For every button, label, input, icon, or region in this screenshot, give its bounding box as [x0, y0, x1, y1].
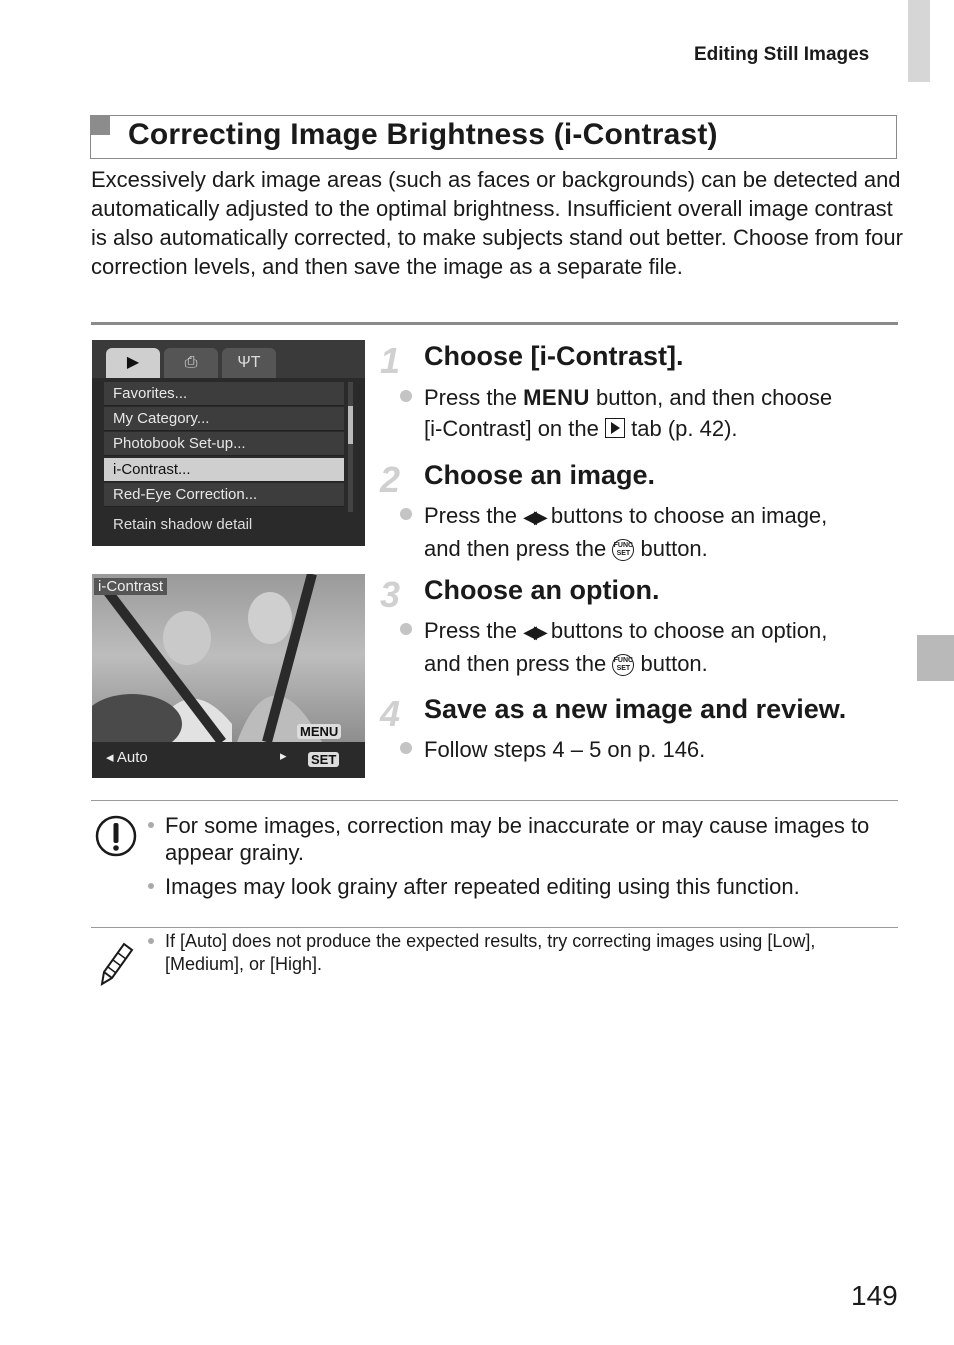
step-title: Choose an image.	[424, 460, 656, 490]
step-number: 4	[380, 693, 401, 734]
divider	[91, 927, 898, 928]
section-label: Editing Still Images	[694, 44, 870, 65]
menu-button-icon: MENU	[297, 724, 341, 739]
step-number: 1	[380, 340, 401, 381]
pencil-memo-icon	[96, 940, 136, 986]
step-description	[424, 500, 894, 564]
step-title: Save as a new image and review.	[424, 694, 847, 724]
camera-menu-item-selected: i-Contrast...	[104, 458, 344, 482]
step-title: Choose [i-Contrast].	[424, 341, 684, 371]
step-text-part: Press the	[424, 618, 517, 643]
func-set-button-icon: FUNC SET	[612, 654, 634, 676]
chapter-side-tab	[917, 635, 954, 681]
title-marker-icon	[90, 115, 110, 135]
camera-menu-item: Photobook Set-up...	[104, 432, 344, 456]
set-button-icon: SET	[308, 752, 339, 767]
left-right-arrows-icon: ◀▶	[523, 507, 545, 527]
bullet-icon	[148, 938, 154, 944]
step-text-part: tab (p. 42).	[631, 416, 738, 441]
camera-menu-screenshot	[92, 340, 365, 546]
camera-preview-screenshot	[92, 574, 365, 778]
step-description	[424, 382, 894, 444]
memo-item: If [Auto] does not produce the expected results, try correcting images using [Low], [Medium], or [High].	[165, 931, 816, 974]
caution-item: For some images, correction may be inaccurate or may cause images to appear grainy.	[165, 813, 870, 865]
step-text-part: button, and then choose	[595, 385, 833, 410]
step-number: 3	[380, 574, 401, 615]
step-text-part: Press the	[424, 385, 517, 410]
step-text-part: button.	[640, 536, 708, 561]
print-tab-icon: ⎙	[164, 348, 218, 378]
playback-tab-icon	[605, 418, 625, 438]
left-right-arrows-icon: ◀▶	[523, 622, 545, 642]
settings-tab-icon: ΨT	[222, 348, 276, 378]
intro-paragraph: Excessively dark image areas (such as faces or backgrounds) can be detected and automatically adjusted to the optimal brightness. Insufficient overall image contrast is also automatically corrected, to make subjects stand out better. Choose from four correction levels, and then save the image as a separate file.	[91, 167, 903, 279]
step-number: 2	[380, 459, 401, 500]
side-bar-top	[908, 0, 930, 82]
bullet-icon	[400, 508, 412, 520]
camera-scrollbar	[348, 382, 353, 512]
bullet-icon	[148, 883, 154, 889]
step-text-part: [i-Contrast] on the	[424, 416, 599, 441]
step-text-part: buttons to choose an image,	[550, 503, 828, 528]
preview-option-value: ◂ Auto	[106, 749, 148, 766]
bullet-icon	[400, 742, 412, 754]
caution-item: Images may look grainy after repeated editing using this function.	[165, 874, 800, 899]
camera-scroll-thumb	[348, 406, 353, 444]
divider	[91, 322, 898, 325]
bullet-icon	[400, 623, 412, 635]
page-number: 149	[851, 1280, 898, 1311]
step-description: Follow steps 4 – 5 on p. 146.	[424, 737, 706, 762]
menu-button-icon: MENU	[523, 385, 590, 410]
right-arrow-icon: ▸	[280, 748, 287, 763]
page-title: Correcting Image Brightness (i-Contrast)	[128, 118, 718, 151]
step-description	[424, 615, 894, 679]
camera-menu-hint: Retain shadow detail	[113, 516, 253, 533]
divider	[91, 800, 898, 801]
camera-menu-item: Favorites...	[104, 382, 344, 406]
step-text-part: and then press the	[424, 651, 607, 676]
bullet-icon	[148, 822, 154, 828]
bullet-icon	[400, 390, 412, 402]
func-set-button-icon: FUNC SET	[612, 539, 634, 561]
step-text-part: and then press the	[424, 536, 607, 561]
step-text-part: button.	[640, 651, 708, 676]
caution-icon	[95, 814, 137, 858]
step-text-part: Press the	[424, 503, 517, 528]
step-text-part: buttons to choose an option,	[550, 618, 828, 643]
camera-menu-item: My Category...	[104, 407, 344, 431]
preview-title-label: i-Contrast	[94, 578, 167, 595]
play-tab-icon: ▶	[106, 348, 160, 378]
step-title: Choose an option.	[424, 575, 660, 605]
camera-menu-item: Red-Eye Correction...	[104, 483, 344, 507]
